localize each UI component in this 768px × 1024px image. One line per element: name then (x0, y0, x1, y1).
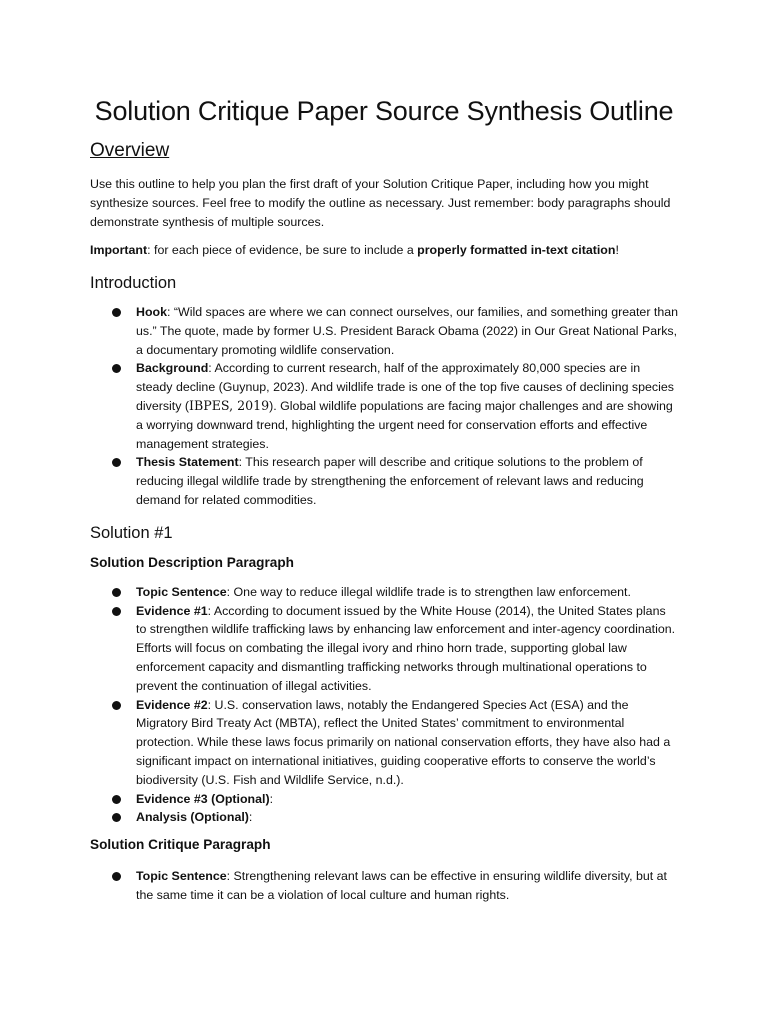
list-item (136, 602, 678, 696)
item-text: : Strengthening relevant laws can be effective in ensuring wildlife diversity, but at the same time it can be a violation of local culture and human rights. (136, 869, 667, 902)
list-item (136, 583, 678, 602)
introduction-heading: Introduction (90, 274, 177, 292)
item-label: Topic Sentence (136, 584, 227, 599)
bullet-icon (112, 308, 121, 317)
list-item-background (136, 359, 678, 453)
item-text: : (248, 810, 253, 825)
bullet-icon (112, 701, 121, 710)
background-text-1: : According to current research, half of the approximately 80,000 species are in steady decline (Guynup, 2023). And wildlife trade is one of the top five causes of declining species diversity ( (136, 361, 674, 413)
thesis-text: : This research paper will describe and critique solutions to the problem of reducing illegal wildlife trade by strengthening the enforcement of relevant laws and reducing demand for related commodities. (136, 455, 644, 507)
item-text: : U.S. conservation laws, notably the Endangered Species Act (ESA) and the Migratory Bird Treaty Act (MBTA), reflect the United States’ commitment to environmental protection. While these laws focus primarily on national conservation efforts, they have also had a significant impact on international initiatives, guiding cooperative efforts to conserve the world’s biodiversity (U.S. Fish and Wildlife Service, n.d.). (136, 697, 671, 787)
item-label: Topic Sentence (136, 869, 227, 884)
introduction-list (90, 303, 678, 510)
item-text: : One way to reduce illegal wildlife trade is to strengthen law enforcement. (226, 584, 631, 599)
overview-heading: Overview (90, 140, 170, 161)
list-item (136, 696, 678, 790)
list-item (136, 790, 678, 809)
list-item-thesis (136, 453, 678, 509)
hook-text: : “Wild spaces are where we can connect ourselves, our families, and something greater than us.” The quote, made by former U.S. President Barack Obama (2022) in Our Great National Parks, a documentary promoting wildlife conservation. (136, 305, 679, 357)
item-label: Evidence #3 (Optional) (136, 791, 270, 806)
bullet-icon (112, 458, 121, 467)
background-text-2: ). Global wildlife populations are facing major challenges and are showing a worrying downward trend, highlighting the urgent need for conservation efforts and effective management strategies. (136, 398, 673, 451)
overview-paragraph: Use this outline to help you plan the first draft of your Solution Critique Paper, including how you might synthesize sources. Feel free to modify the outline as necessary. Just remember: body paragraphs should demonstrate synthesis of multiple sources. (90, 177, 671, 229)
item-label: Evidence #1 (136, 603, 208, 618)
solution-critique-heading: Solution Critique Paragraph (90, 837, 271, 853)
bullet-icon (112, 795, 121, 804)
item-text: : (269, 791, 274, 806)
hook-label: Hook (136, 305, 167, 319)
solution-description-heading: Solution Description Paragraph (90, 554, 294, 570)
important-note (90, 241, 678, 260)
list-item (136, 808, 678, 827)
solution-1-heading: Solution #1 (90, 523, 173, 542)
important-text-1: : for each piece of evidence, be sure to include a (147, 243, 418, 257)
thesis-label: Thesis Statement (136, 455, 239, 470)
item-label: Evidence #2 (136, 697, 208, 712)
important-bold-text: properly formatted in-text citation (417, 243, 616, 257)
background-label: Background (136, 361, 209, 376)
item-text: : According to document issued by the White House (2014), the United States plans to strengthen wildlife trafficking laws by enhancing law enforcement and inter-agency coordination. Efforts will focus on combating the illegal ivory and rhino horn trade, supporting global law enforcement capacity and dismantling trafficking networks through multinational operations to prevent the continuation of illegal activities. (136, 603, 676, 693)
item-label: Analysis (Optional) (136, 810, 249, 825)
page-title: Solution Critique Paper Source Synthesis Outline (94, 96, 674, 126)
solution-description-list (90, 583, 678, 827)
solution-critique-list (90, 867, 678, 905)
list-item-hook (136, 303, 678, 359)
bullet-icon (112, 872, 121, 881)
list-item (136, 867, 678, 905)
bullet-icon (112, 607, 121, 616)
important-text-2: ! (615, 243, 619, 257)
bullet-icon (112, 813, 121, 822)
bullet-icon (112, 588, 121, 597)
background-citation: IBPES, 2019 (189, 397, 270, 413)
bullet-icon (112, 364, 121, 373)
important-label: Important (90, 243, 148, 257)
